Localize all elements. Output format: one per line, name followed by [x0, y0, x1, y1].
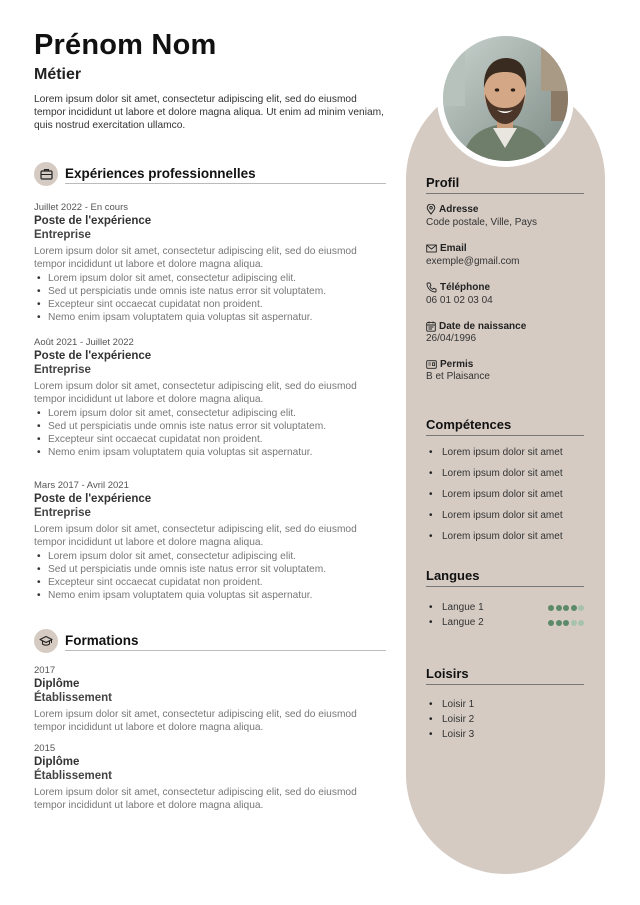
loisir-item: • Loisir 1	[426, 699, 584, 710]
level-dot-filled	[563, 605, 569, 611]
formation-school: Établissement	[34, 692, 112, 704]
bullet-item: • Nemo enim ipsam voluptatem quia voluptas sit aspernatur.	[34, 311, 386, 324]
competence-item: • Lorem ipsum dolor sit amet	[426, 468, 584, 479]
bullet-item: • Excepteur sint occaecat cupidatat non proident.	[34, 576, 386, 589]
formation-item	[34, 743, 386, 812]
competences-title: Compétences	[426, 417, 584, 436]
formation-description: Lorem ipsum dolor sit amet, consectetur adipiscing elit, sed do eiusmod tempor incididunt ut labore et dolore magna aliqua.	[34, 787, 357, 811]
job-title: Métier	[34, 66, 82, 83]
loisirs-section	[426, 666, 584, 740]
experience-description: Lorem ipsum dolor sit amet, consectetur adipiscing elit, sed do eiusmod tempor incididunt ut labore et dolore magna aliqua.	[34, 246, 357, 270]
bullet-item: • Lorem ipsum dolor sit amet, consectetur adipiscing elit.	[34, 407, 386, 420]
bullet-item: • Lorem ipsum dolor sit amet, consectetur adipiscing elit.	[34, 272, 386, 285]
competences-section	[426, 417, 584, 542]
phone-icon	[426, 282, 437, 293]
main-column	[34, 162, 386, 812]
intro-text: Lorem ipsum dolor sit amet, consectetur adipiscing elit, sed do eiusmod tempor incididunt ut labore et dolore magna aliqua. Ut enim ad minim veniam, quis nostrud exercitation ullamco.	[34, 94, 384, 131]
birthdate-label: Date de naissance	[439, 321, 527, 332]
loisir-item: • Loisir 3	[426, 729, 584, 740]
experiences-title: Expériences professionnelles	[65, 166, 386, 184]
experience-position: Poste de l'expérience	[34, 350, 152, 362]
experience-bullets	[34, 272, 386, 324]
formation-description: Lorem ipsum dolor sit amet, consectetur adipiscing elit, sed do eiusmod tempor incididunt ut labore et dolore magna aliqua.	[34, 709, 357, 733]
license-value: B et Plaisance	[426, 371, 490, 382]
experience-item	[34, 480, 386, 602]
level-dot-filled	[556, 620, 562, 626]
langue-level-dots	[548, 605, 584, 611]
profil-section	[426, 175, 584, 382]
experience-bullets	[34, 407, 386, 459]
loisir-item: • Loisir 2	[426, 714, 584, 725]
langue-name: • Langue 1	[442, 602, 484, 613]
level-dot-filled	[548, 620, 554, 626]
experience-date: Mars 2017 - Avril 2021	[34, 480, 129, 491]
formation-degree: Diplôme	[34, 756, 80, 768]
formations-title: Formations	[65, 633, 386, 651]
formation-school: Établissement	[34, 770, 112, 782]
formation-degree: Diplôme	[34, 678, 80, 690]
experience-description: Lorem ipsum dolor sit amet, consectetur adipiscing elit, sed do eiusmod tempor incididunt ut labore et dolore magna aliqua.	[34, 381, 357, 405]
experience-company: Entreprise	[34, 229, 91, 241]
birthdate-value: 26/04/1996	[426, 333, 477, 344]
experience-position: Poste de l'expérience	[34, 493, 152, 505]
competences-list	[426, 447, 584, 542]
location-pin-icon	[426, 204, 436, 215]
profil-title: Profil	[426, 175, 584, 194]
experience-company: Entreprise	[34, 507, 91, 519]
competence-item: • Lorem ipsum dolor sit amet	[426, 447, 584, 458]
phone-value: 06 01 02 03 04	[426, 295, 493, 306]
langue-item	[426, 617, 584, 628]
langue-item	[426, 602, 584, 613]
level-dot-filled	[571, 605, 577, 611]
bullet-item: • Lorem ipsum dolor sit amet, consectetur adipiscing elit.	[34, 550, 386, 563]
experience-item	[34, 337, 386, 459]
experiences-section-header	[34, 162, 386, 186]
langue-name: • Langue 2	[442, 617, 484, 628]
calendar-icon	[426, 321, 436, 332]
competence-item: • Lorem ipsum dolor sit amet	[426, 531, 584, 542]
loisirs-title: Loisirs	[426, 666, 584, 685]
id-card-icon	[426, 360, 437, 369]
mail-icon	[426, 244, 437, 253]
formation-year: 2017	[34, 665, 56, 676]
experience-item	[34, 202, 386, 324]
birthdate-block	[426, 321, 584, 344]
langues-section	[426, 568, 584, 628]
graduation-cap-icon	[34, 629, 58, 653]
formation-year: 2015	[34, 743, 56, 754]
email-value[interactable]: exemple@gmail.com	[426, 256, 520, 267]
experience-bullets	[34, 550, 386, 602]
experience-company: Entreprise	[34, 364, 91, 376]
header	[34, 28, 394, 132]
bullet-item: • Nemo enim ipsam voluptatem quia voluptas sit aspernatur.	[34, 589, 386, 602]
license-block	[426, 359, 584, 382]
langues-list	[426, 602, 584, 628]
level-dot-filled	[563, 620, 569, 626]
langues-title: Langues	[426, 568, 584, 587]
level-dot-filled	[556, 605, 562, 611]
bullet-item: • Excepteur sint occaecat cupidatat non proident.	[34, 298, 386, 311]
email-label: Email	[440, 243, 467, 254]
license-label: Permis	[440, 359, 474, 370]
phone-block	[426, 282, 584, 306]
competence-item: • Lorem ipsum dolor sit amet	[426, 489, 584, 500]
experience-position: Poste de l'expérience	[34, 215, 152, 227]
email-block	[426, 243, 584, 267]
level-dot-empty	[578, 620, 584, 626]
formation-item	[34, 665, 386, 734]
bullet-item: • Excepteur sint occaecat cupidatat non proident.	[34, 433, 386, 446]
phone-label: Téléphone	[440, 282, 491, 293]
level-dot-empty	[571, 620, 577, 626]
experience-date: Août 2021 - Juillet 2022	[34, 337, 134, 348]
bullet-item: • Sed ut perspiciatis unde omnis iste natus error sit voluptatem.	[34, 285, 386, 298]
bullet-item: • Sed ut perspiciatis unde omnis iste natus error sit voluptatem.	[34, 563, 386, 576]
profile-photo	[443, 36, 568, 161]
bullet-item: • Nemo enim ipsam voluptatem quia voluptas sit aspernatur.	[34, 446, 386, 459]
level-dot-filled	[548, 605, 554, 611]
loisirs-list	[426, 699, 584, 740]
langue-level-dots	[548, 620, 584, 626]
full-name: Prénom Nom	[34, 29, 217, 61]
formations-section-header	[34, 629, 386, 653]
bullet-item: • Sed ut perspiciatis unde omnis iste natus error sit voluptatem.	[34, 420, 386, 433]
competence-item: • Lorem ipsum dolor sit amet	[426, 510, 584, 521]
briefcase-icon	[34, 162, 58, 186]
address-block	[426, 204, 584, 228]
level-dot-empty	[578, 605, 584, 611]
experience-date: Juillet 2022 - En cours	[34, 202, 128, 213]
address-value: Code postale, Ville, Pays	[426, 217, 537, 228]
address-label: Adresse	[439, 204, 479, 215]
experience-description: Lorem ipsum dolor sit amet, consectetur adipiscing elit, sed do eiusmod tempor incididunt ut labore et dolore magna aliqua.	[34, 524, 357, 548]
